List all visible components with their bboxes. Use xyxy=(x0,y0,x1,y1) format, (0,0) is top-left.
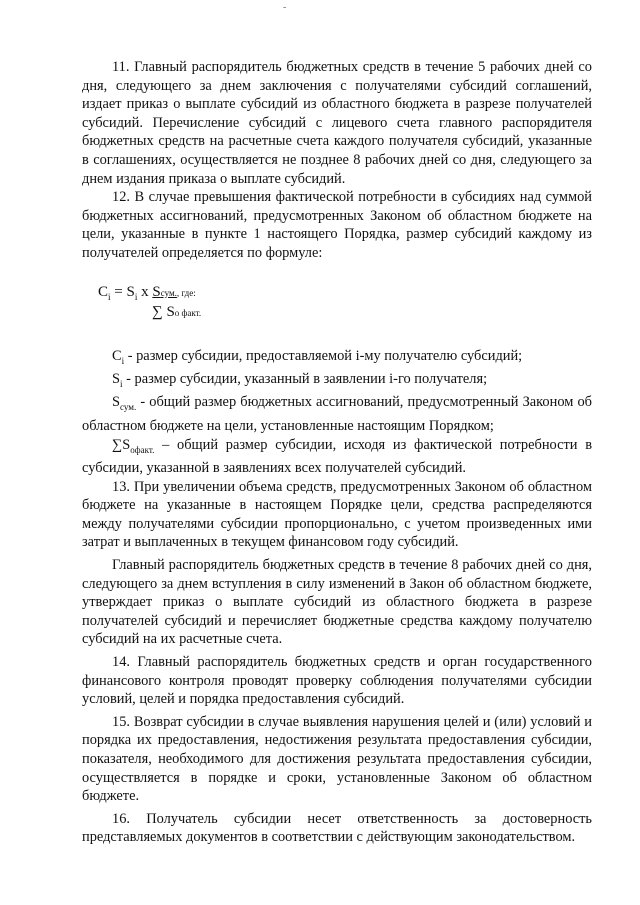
formula-sigma: ∑ S xyxy=(152,303,175,320)
definition-ci: $C_i$ - размер субсидии, предоставляемой i-му получателю субсидий; xyxy=(112,347,523,366)
document-body xyxy=(82,58,592,847)
paragraph-13-continued: Главный распорядитель бюджетных средств в течение 8 рабочих дней со дня, следующего за днем вступления в силу изменений в Закон об областном бюджете, утверждает приказ о выплате субсидий из областного бюджета в разрезе получателей субсидий и перечисляет бюджетные средства каждому получателю субсидий на их расчетные счета. xyxy=(82,556,592,648)
formula-denominator xyxy=(152,303,201,323)
subsidy-formula xyxy=(82,283,592,335)
definition-ssum: $S_{сум.}$ - общий размер бюджетных ассигнований, предусмотренный Законом об областном бюджете на цели, установленные настоящим Порядком; xyxy=(82,394,592,434)
formula-eq-si: = S xyxy=(110,283,135,300)
paragraph-15: 15. Возврат субсидии в случае выявления нарушения целей и (или) условий и порядка их предоставления, недостижения результата предоставления субсидии, показателя, необходимого для достижения результата предоставления субсидии, осуществляется в порядке и сроки, установленные Законом об областном бюджете. xyxy=(82,713,592,805)
paragraph-16: 16. Получатель субсидии несет ответственность за достоверность представляемых документов в соответствии с действующим законодательством. xyxy=(82,810,592,846)
formula-ci-sub: i xyxy=(108,291,111,302)
top-mark: - xyxy=(283,2,287,13)
formula-si-sub: i xyxy=(134,291,138,302)
paragraph-11: 11. Главный распорядитель бюджетных средств в течение 5 рабочих дней со дня, следующего за днем заключения с получателями субсидий соглашений, издает приказ о выплате субсидий из областного бюджета в разрезе получателей субсидий. Перечисление субсидий с лицевого счета главного распорядителя бюджетных средств на расчетные счета каждого получателя субсидий, указанные в соглашениях, осуществляется не позднее 8 рабочих дней со дня, следующего за днем издания приказа о выплате субсидий. xyxy=(82,59,592,187)
definition-si: $S_i$ - размер субсидии, указанный в заявлении i-го получателя; xyxy=(112,371,488,389)
definition-sfact: $\sum S_{офакт.}$ – общий размер субсидии, исходя из фактической потребности в субсидии, указанной в заявлениях всех получателей субсидий. xyxy=(82,436,592,476)
paragraph-12: 12. В случае превышения фактической потребности в субсидиях над суммой бюджетных ассигнований, предусмотренных Законом об областном бюджете на цели, указанные в пункте 1 настоящего Порядка, размер субсидий каждому из получателей определяется по формуле: xyxy=(82,189,592,261)
formula-sfact-sub: о факт. xyxy=(174,307,202,318)
formula-times: x xyxy=(137,283,153,300)
paragraph-13: 13. При увеличении объема средств, предусмотренных Законом об областном бюджете на указанные в настоящем Порядке цели, средства распределяются между получателями субсидии пропорционально, с учетом произведенных ими затрат и выплаченных в текущем финансовом году субсидий. xyxy=(82,478,592,551)
formula-ssum: Sсум. xyxy=(152,283,177,300)
paragraph-14: 14. Главный распорядитель бюджетных средств и орган государственного финансового контроля проводят проверку соблюдения получателями субсидии условий, целей и порядка предоставления субсидий. xyxy=(82,653,592,708)
formula-ci: C xyxy=(98,283,109,300)
formula-where: , где: xyxy=(176,287,196,298)
